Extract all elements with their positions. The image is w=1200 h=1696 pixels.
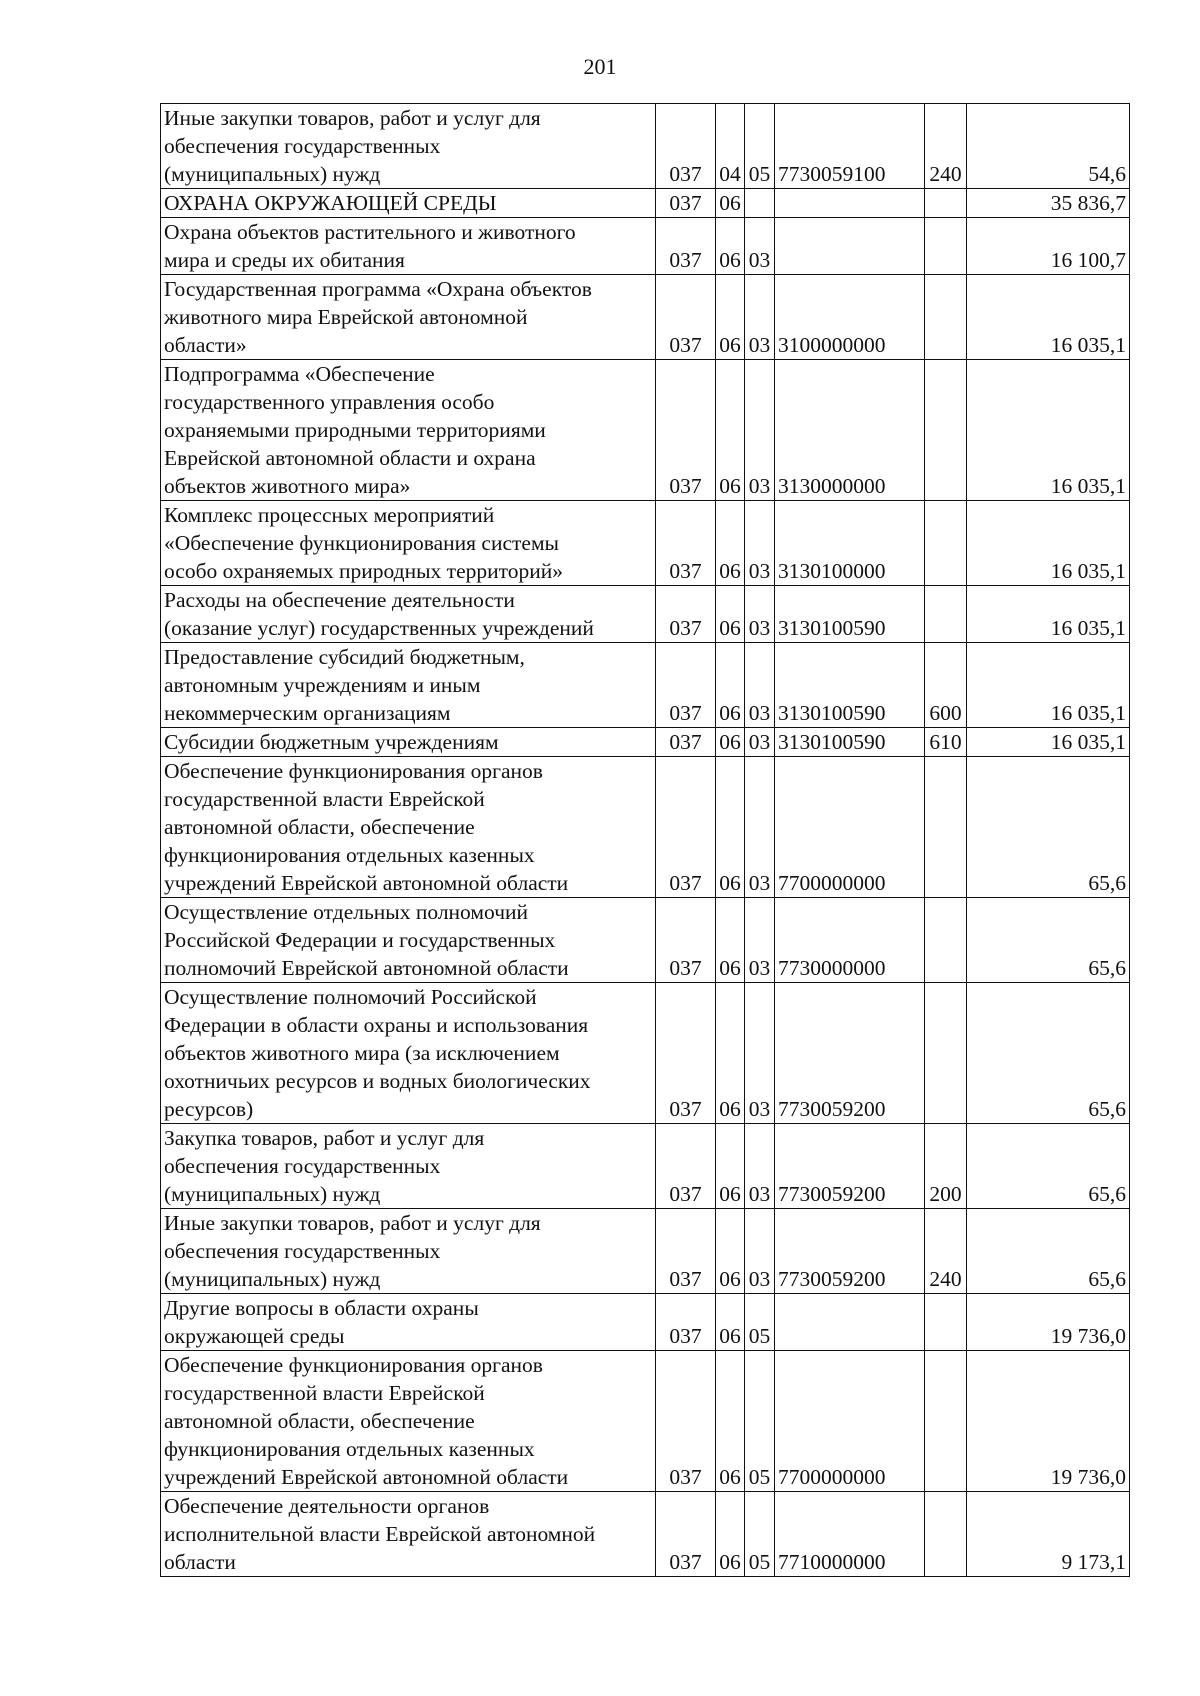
table-row [161, 586, 1130, 643]
expense-name-cell: Комплекс процессных мероприятий «Обеспечение функционирования системы особо охраняемых природных территорий» [161, 501, 656, 586]
expense-type-code-cell: 200 [925, 1124, 967, 1209]
amount-cell: 16 100,7 [967, 218, 1130, 275]
target-item-code-cell: 3130100590 [775, 586, 925, 643]
amount-cell: 16 035,1 [967, 728, 1130, 757]
subsection-code-cell: 03 [745, 360, 775, 501]
amount-cell: 54,6 [967, 104, 1130, 189]
expense-type-code-cell [925, 757, 967, 898]
subsection-code-cell: 03 [745, 728, 775, 757]
ministry-code-cell: 037 [656, 898, 716, 983]
expense-name-cell: Государственная программа «Охрана объектов животного мира Еврейской автономной области» [161, 275, 656, 360]
subsection-code-cell: 05 [745, 1294, 775, 1351]
expense-name-cell: Обеспечение деятельности органов исполнительной власти Еврейской автономной области [161, 1492, 656, 1577]
table-row [161, 643, 1130, 728]
table-row [161, 1124, 1130, 1209]
expense-type-code-cell: 240 [925, 104, 967, 189]
ministry-code-cell: 037 [656, 501, 716, 586]
amount-cell: 65,6 [967, 1124, 1130, 1209]
expense-type-code-cell [925, 501, 967, 586]
table-row [161, 898, 1130, 983]
table-row [161, 218, 1130, 275]
ministry-code-cell: 037 [656, 1351, 716, 1492]
table-row [161, 501, 1130, 586]
amount-cell: 65,6 [967, 1209, 1130, 1294]
expense-type-code-cell: 610 [925, 728, 967, 757]
ministry-code-cell: 037 [656, 586, 716, 643]
ministry-code-cell: 037 [656, 1124, 716, 1209]
expense-name-cell: Обеспечение функционирования органов государственной власти Еврейской автономной области, обеспечение функционирования отдельных казенных учреждений Еврейской автономной области [161, 757, 656, 898]
subsection-code-cell: 03 [745, 757, 775, 898]
ministry-code-cell: 037 [656, 1294, 716, 1351]
amount-cell: 19 736,0 [967, 1351, 1130, 1492]
table-row [161, 1294, 1130, 1351]
section-code-cell: 06 [716, 189, 745, 218]
table-row [161, 728, 1130, 757]
expense-type-code-cell [925, 189, 967, 218]
expense-type-code-cell [925, 218, 967, 275]
ministry-code-cell: 037 [656, 104, 716, 189]
section-code-cell: 06 [716, 1124, 745, 1209]
subsection-code-cell: 03 [745, 586, 775, 643]
target-item-code-cell: 7730059200 [775, 983, 925, 1124]
expense-name-cell: Предоставление субсидий бюджетным, автономным учреждениям и иным некоммерческим организациям [161, 643, 656, 728]
page-number: 201 [583, 54, 617, 79]
target-item-code-cell [775, 1294, 925, 1351]
target-item-code-cell: 7730000000 [775, 898, 925, 983]
expense-name-cell: ОХРАНА ОКРУЖАЮЩЕЙ СРЕДЫ [161, 189, 656, 218]
section-code-cell: 06 [716, 275, 745, 360]
amount-cell: 19 736,0 [967, 1294, 1130, 1351]
target-item-code-cell [775, 189, 925, 218]
amount-cell: 16 035,1 [967, 586, 1130, 643]
section-code-cell: 06 [716, 643, 745, 728]
target-item-code-cell: 3130100000 [775, 501, 925, 586]
subsection-code-cell: 03 [745, 898, 775, 983]
section-code-cell: 06 [716, 1294, 745, 1351]
table-row [161, 983, 1130, 1124]
ministry-code-cell: 037 [656, 1492, 716, 1577]
amount-cell: 65,6 [967, 983, 1130, 1124]
amount-cell: 16 035,1 [967, 643, 1130, 728]
expense-type-code-cell [925, 898, 967, 983]
table-row [161, 189, 1130, 218]
target-item-code-cell: 7730059200 [775, 1124, 925, 1209]
amount-cell: 16 035,1 [967, 275, 1130, 360]
expense-name-cell: Осуществление отдельных полномочий Российской Федерации и государственных полномочий Еврейской автономной области [161, 898, 656, 983]
section-code-cell: 06 [716, 586, 745, 643]
ministry-code-cell: 037 [656, 1209, 716, 1294]
ministry-code-cell: 037 [656, 218, 716, 275]
section-code-cell: 06 [716, 898, 745, 983]
amount-cell: 16 035,1 [967, 360, 1130, 501]
expense-name-cell: Субсидии бюджетным учреждениям [161, 728, 656, 757]
ministry-code-cell: 037 [656, 983, 716, 1124]
table-row [161, 757, 1130, 898]
target-item-code-cell: 3100000000 [775, 275, 925, 360]
expense-type-code-cell [925, 360, 967, 501]
amount-cell: 9 173,1 [967, 1492, 1130, 1577]
expense-name-cell: Закупка товаров, работ и услуг для обеспечения государственных (муниципальных) нужд [161, 1124, 656, 1209]
expense-name-cell: Обеспечение функционирования органов государственной власти Еврейской автономной области, обеспечение функционирования отдельных казенных учреждений Еврейской автономной области [161, 1351, 656, 1492]
expense-name-cell: Расходы на обеспечение деятельности (оказание услуг) государственных учреждений [161, 586, 656, 643]
section-code-cell: 06 [716, 501, 745, 586]
expense-type-code-cell [925, 1351, 967, 1492]
ministry-code-cell: 037 [656, 728, 716, 757]
subsection-code-cell: 05 [745, 1492, 775, 1577]
section-code-cell: 06 [716, 1209, 745, 1294]
expense-type-code-cell [925, 1294, 967, 1351]
subsection-code-cell: 03 [745, 218, 775, 275]
subsection-code-cell [745, 189, 775, 218]
table-row [161, 360, 1130, 501]
ministry-code-cell: 037 [656, 189, 716, 218]
amount-cell: 16 035,1 [967, 501, 1130, 586]
budget-table-body [161, 104, 1130, 1577]
subsection-code-cell: 03 [745, 1124, 775, 1209]
target-item-code-cell: 3130000000 [775, 360, 925, 501]
section-code-cell: 04 [716, 104, 745, 189]
target-item-code-cell: 7730059100 [775, 104, 925, 189]
section-code-cell: 06 [716, 983, 745, 1124]
target-item-code-cell: 3130100590 [775, 728, 925, 757]
target-item-code-cell: 3130100590 [775, 643, 925, 728]
ministry-code-cell: 037 [656, 643, 716, 728]
table-row [161, 1492, 1130, 1577]
target-item-code-cell: 7730059200 [775, 1209, 925, 1294]
section-code-cell: 06 [716, 1351, 745, 1492]
target-item-code-cell: 7700000000 [775, 1351, 925, 1492]
expense-type-code-cell: 240 [925, 1209, 967, 1294]
subsection-code-cell: 05 [745, 104, 775, 189]
ministry-code-cell: 037 [656, 757, 716, 898]
target-item-code-cell: 7710000000 [775, 1492, 925, 1577]
table-row [161, 1351, 1130, 1492]
expense-name-cell: Другие вопросы в области охраны окружающей среды [161, 1294, 656, 1351]
target-item-code-cell: 7700000000 [775, 757, 925, 898]
expense-type-code-cell [925, 275, 967, 360]
section-code-cell: 06 [716, 1492, 745, 1577]
section-code-cell: 06 [716, 218, 745, 275]
subsection-code-cell: 03 [745, 501, 775, 586]
section-code-cell: 06 [716, 728, 745, 757]
expense-type-code-cell [925, 983, 967, 1124]
expense-name-cell: Охрана объектов растительного и животного мира и среды их обитания [161, 218, 656, 275]
table-row [161, 275, 1130, 360]
amount-cell: 65,6 [967, 757, 1130, 898]
expense-name-cell: Иные закупки товаров, работ и услуг для обеспечения государственных (муниципальных) нужд [161, 1209, 656, 1294]
amount-cell: 65,6 [967, 898, 1130, 983]
subsection-code-cell: 03 [745, 643, 775, 728]
table-row [161, 104, 1130, 189]
budget-table [160, 103, 1130, 1577]
expense-name-cell: Подпрограмма «Обеспечение государственного управления особо охраняемыми природными территориями Еврейской автономной области и охрана объектов животного мира» [161, 360, 656, 501]
amount-cell: 35 836,7 [967, 189, 1130, 218]
expense-name-cell: Осуществление полномочий Российской Федерации в области охраны и использования объектов животного мира (за исключением охотничьих ресурсов и водных биологических ресурсов) [161, 983, 656, 1124]
section-code-cell: 06 [716, 360, 745, 501]
section-code-cell: 06 [716, 757, 745, 898]
expense-type-code-cell [925, 586, 967, 643]
subsection-code-cell: 05 [745, 1351, 775, 1492]
expense-name-cell: Иные закупки товаров, работ и услуг для обеспечения государственных (муниципальных) нужд [161, 104, 656, 189]
subsection-code-cell: 03 [745, 983, 775, 1124]
table-row [161, 1209, 1130, 1294]
expense-type-code-cell: 600 [925, 643, 967, 728]
subsection-code-cell: 03 [745, 1209, 775, 1294]
subsection-code-cell: 03 [745, 275, 775, 360]
ministry-code-cell: 037 [656, 360, 716, 501]
target-item-code-cell [775, 218, 925, 275]
ministry-code-cell: 037 [656, 275, 716, 360]
expense-type-code-cell [925, 1492, 967, 1577]
